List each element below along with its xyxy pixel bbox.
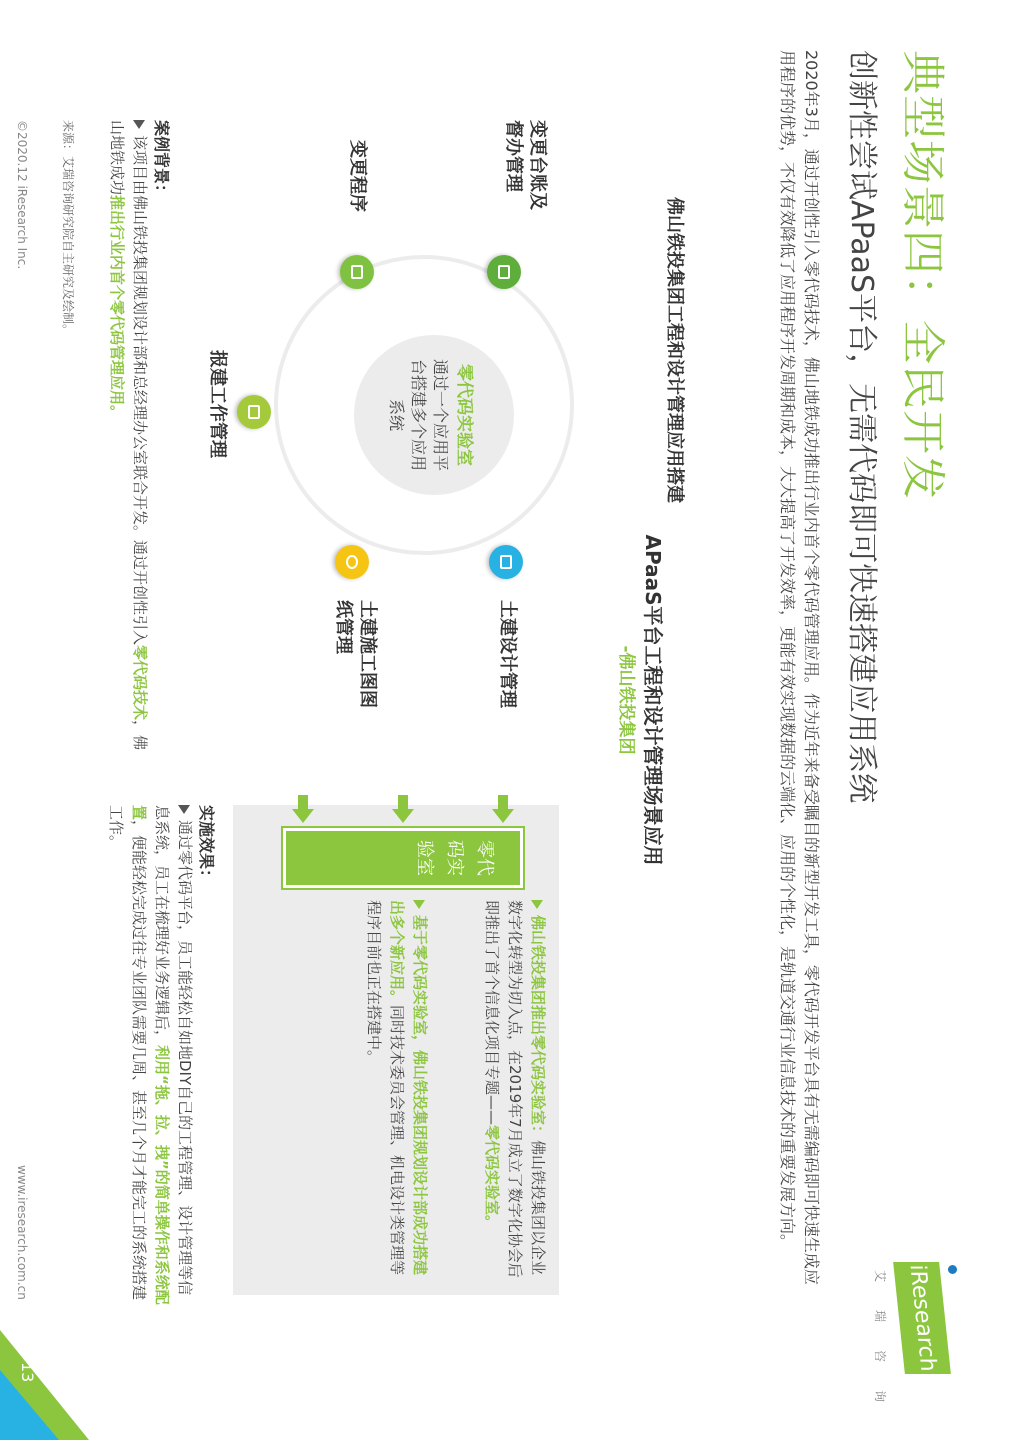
arrow-bar: [298, 795, 308, 809]
node-label-civil-design: 土建设计管理: [497, 600, 518, 708]
page-title: 典型场景四：全民开发: [897, 50, 948, 500]
copyright: ©2020.12 iResearch Inc.: [15, 120, 29, 270]
effect-text: 通过零代码平台，员工能轻松自如地DIY自己的工程管理、设计管理等信息系统，员工在梳理好业务逻辑后，利用“拖、拉、拽”的简单操作和系统配置，便能轻松完成过往专业团队需要几周、甚至几个月才能完工的系统搭建工作。: [107, 805, 194, 1305]
logo-subtitle: 艾瑞咨询: [873, 1270, 887, 1431]
node-icon-construction-drawings: [335, 545, 369, 579]
panel-bullet-1: 佛山铁投集团推出零代码实验室：佛山铁投集团以企业数字化转型为切入点，在2019年7月成立了数字化协会后即推出了首个信息化项目专题——零代码实验室。: [483, 900, 547, 1278]
bullet-icon: [414, 900, 426, 909]
node-label-change-procedure: 变更程序: [347, 140, 368, 212]
source-note: 来源：艾瑞咨询研究院自主研究及绘制。: [61, 120, 75, 337]
arrow-icon: [392, 809, 414, 823]
case-text: 该项目由佛山铁投集团规划设计部和总经理办公室联合开发。通过开创性引入零代码技术，佛山地铁成功推出行业内首个零代码管理应用。: [108, 120, 149, 751]
node-icon-change-ledger: [487, 255, 521, 289]
case-title: 案例背景：: [152, 120, 171, 201]
arrow-icon: [492, 809, 514, 823]
center-description: 通过一个应用平台搭建多个应用系统: [387, 358, 450, 471]
intro-paragraph: 2020年3月，通过开创性引入零代码技术，佛山地铁成功推出行业内首个零代码管理应用。作为近年来备受瞩目的新型开发工具，零代码开发平台具有无需编码即可快速生成应用程序的优势，不仅有效降低了应用程序开发周期和成本，大大提高了开发效率，更能有效实现数据的云端化、应用的个性化，是轨道交通行业信息技术的重要发展方向。: [778, 50, 821, 1285]
main-title: APaaS平台工程和设计管理场景应用: [641, 534, 665, 866]
arrow-bar: [398, 795, 408, 809]
effect-title: 实施效果：: [197, 805, 216, 886]
lab-label: 零代码实验室: [414, 840, 495, 876]
bullet-icon: [532, 900, 544, 909]
bullet-icon: [134, 120, 146, 129]
node-label-permit-work: 报建工作管理: [207, 350, 228, 458]
panel-bullet-2: 基于零代码实验室，佛山铁投集团规划设计部成功搭建出多个新应用。同时技术委员会管理、机电设计类管理等程序目前也正在搭建中。: [365, 900, 429, 1276]
node-icon-permit-work: [237, 395, 271, 429]
website: www.iresearch.com.cn: [15, 1165, 29, 1300]
page-corner-graphic: [0, 1330, 89, 1440]
node-icon-change-procedure: [340, 255, 374, 289]
arrow-bar: [498, 795, 508, 809]
node-icon-civil-design: [489, 545, 523, 579]
logo-dot: [948, 1265, 957, 1274]
page-subtitle: 创新性尝试APaaS平台，无需代码即可快速搭建应用系统: [844, 50, 879, 804]
node-label-construction-drawings: 土建施工图图纸管理: [333, 600, 378, 708]
bullet-icon: [179, 805, 191, 814]
node-label-change-ledger: 变更台账及督办管理: [503, 120, 548, 210]
figure-title: 佛山铁投集团工程和设计管理应用搭建: [664, 197, 685, 503]
main-subtitle: -佛山铁投集团: [616, 645, 636, 755]
page-number: 13: [18, 1362, 37, 1383]
center-title: 零代码实验室: [454, 364, 474, 466]
iresearch-logo: iResearch: [893, 1262, 951, 1374]
arrow-icon: [292, 809, 314, 823]
